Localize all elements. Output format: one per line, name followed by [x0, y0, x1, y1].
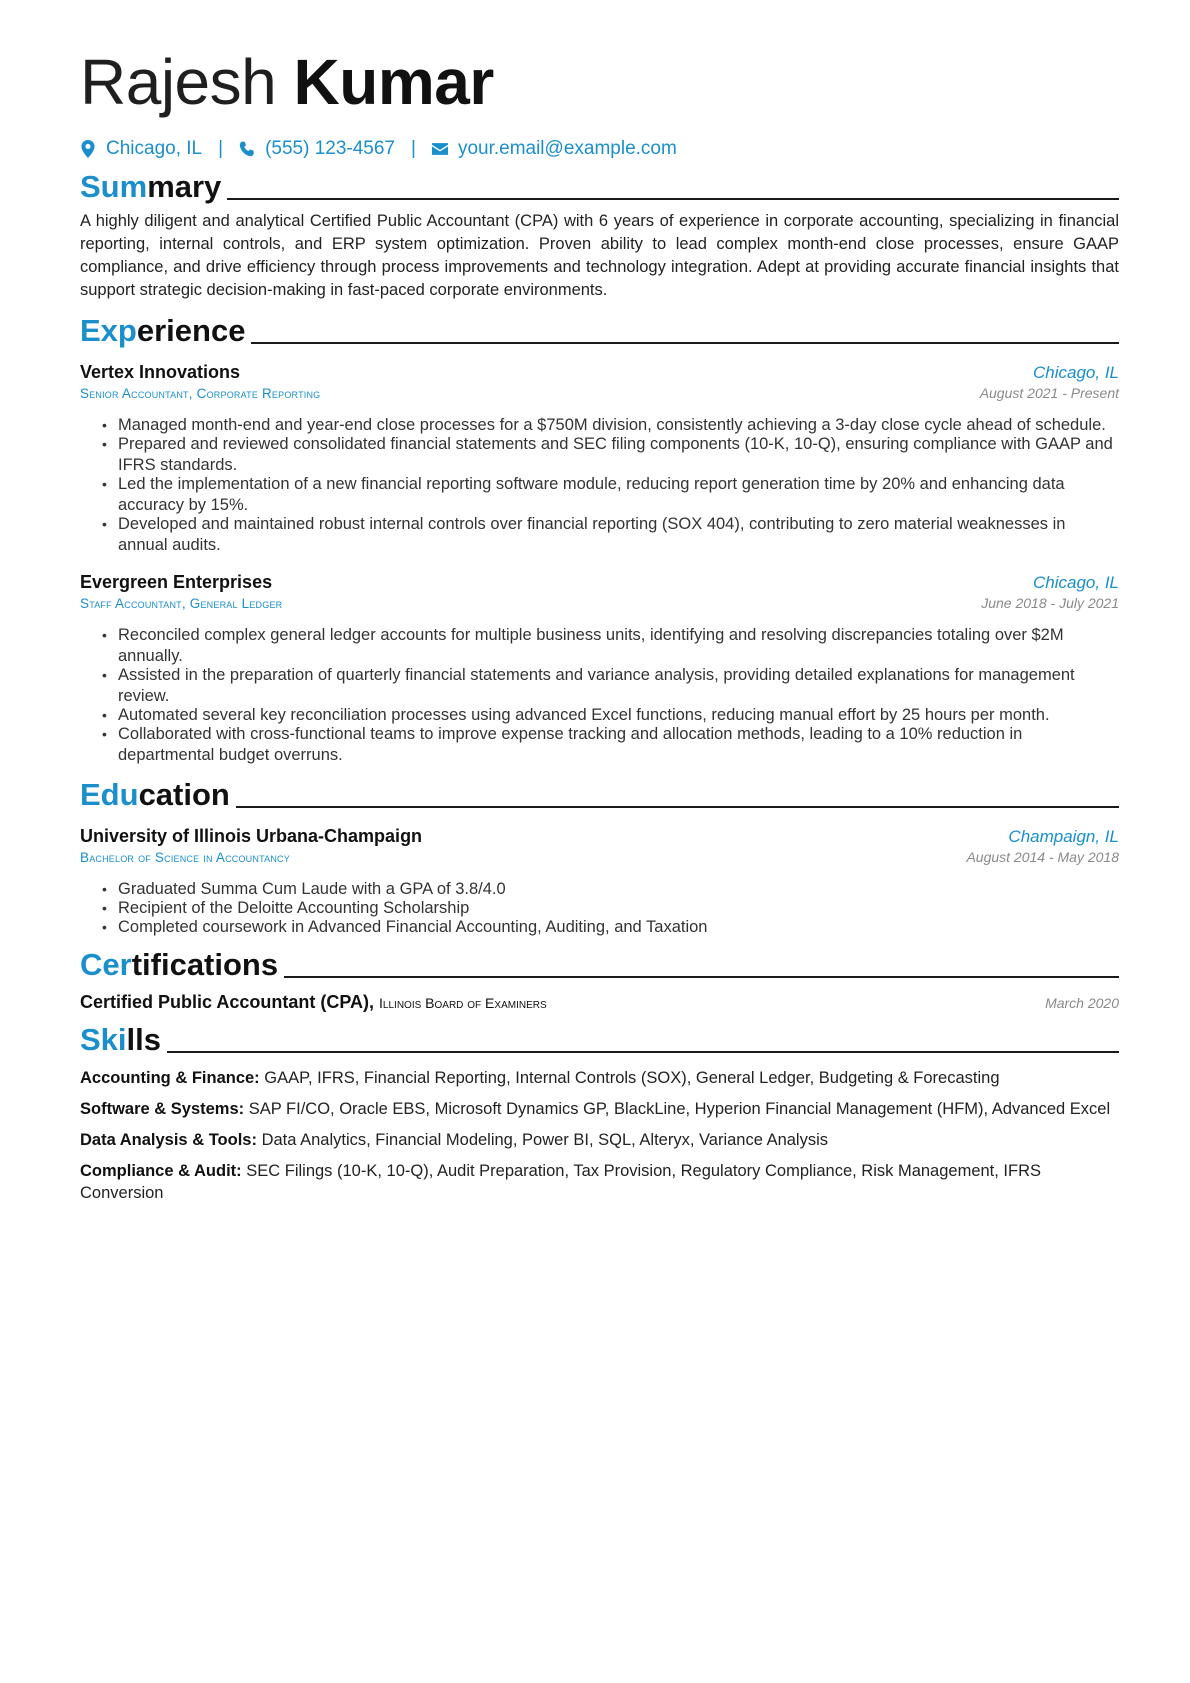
- list-item: • Recipient of the Deloitte Accounting Scholarship: [102, 898, 1119, 919]
- experience-heading: Experience: [80, 310, 1119, 348]
- list-item: • Assisted in the preparation of quarterly financial statements and variance analysis, providing detailed explanations for management review.: [102, 665, 1119, 707]
- school-location: Champaign, IL: [1008, 827, 1119, 846]
- section-rule: [236, 806, 1119, 808]
- job-bullets: [102, 625, 1119, 766]
- list-item: • Prepared and reviewed consolidated financial statements and SEC filing components (10-K, 10-Q), ensuring compliance with GAAP and IFRS standards.: [102, 434, 1119, 476]
- skill-value: Data Analytics, Financial Modeling, Power BI, SQL, Alteryx, Variance Analysis: [261, 1131, 829, 1149]
- education-heading: Education: [80, 774, 1119, 812]
- section-rule: [284, 976, 1119, 978]
- list-item: • Graduated Summa Cum Laude with a GPA of 3.8/4.0: [102, 879, 1119, 900]
- list-item: • Automated several key reconciliation processes using advanced Excel functions, reducing manual effort by 25 hours per month.: [102, 705, 1119, 726]
- certification-entry: Certified Public Accountant (CPA), Illinois Board of Examiners March 2020: [80, 992, 1119, 1012]
- section-rule: [167, 1051, 1119, 1053]
- certifications-heading: Certifications: [80, 944, 1119, 982]
- skill-label: Accounting & Finance:: [80, 1069, 260, 1087]
- experience-entry: [80, 362, 1119, 556]
- skill-row: [80, 1160, 1119, 1204]
- certification-date: March 2020: [1045, 995, 1119, 1011]
- certification-issuer: Illinois Board of Examiners: [379, 995, 547, 1011]
- contact-phone[interactable]: [239, 138, 395, 160]
- skill-row: [80, 1067, 1119, 1089]
- list-item: • Managed month-end and year-end close processes for a $750M division, consistently achieving a 3-day close cycle ahead of schedule.: [102, 415, 1119, 436]
- skill-value: SEC Filings (10-K, 10-Q), Audit Preparation, Tax Provision, Regulatory Compliance, Risk Management, IFRS Conversion: [80, 1162, 1042, 1202]
- education-entry: [80, 826, 1119, 938]
- education-bullets: [102, 879, 1119, 938]
- company-name: Vertex Innovations: [80, 362, 241, 382]
- job-title: Senior Accountant, Corporate Reporting: [80, 386, 321, 401]
- skill-row: [80, 1129, 1119, 1151]
- first-name: Rajesh: [80, 46, 277, 118]
- skill-value: GAAP, IFRS, Financial Reporting, Internal Controls (SOX), General Ledger, Budgeting & Forecasting: [264, 1069, 1000, 1087]
- summary-text: A highly diligent and analytical Certified Public Accountant (CPA) with 6 years of experience in corporate accounting, specializing in financial reporting, internal controls, and ERP system optimization. Proven ability to lead complex month-end close processes, ensure GAAP compliance, and drive efficiency through process improvements and technology integration. Adept at providing accurate financial insights that support strategic decision-making in fast-paced corporate environments.: [80, 212, 1119, 299]
- summary-heading: Summary: [80, 166, 1119, 204]
- contact-line: [80, 136, 1119, 162]
- contact-location: [80, 138, 202, 160]
- certification-name: Certified Public Accountant (CPA): [80, 992, 370, 1012]
- phone-text: (555) 123-4567: [265, 138, 395, 159]
- list-item: • Developed and maintained robust internal controls over financial reporting (SOX 404), contributing to zero material weaknesses in annual audits.: [102, 514, 1119, 556]
- list-item: • Reconciled complex general ledger accounts for multiple business units, identifying and resolving discrepancies totaling over $2M annually.: [102, 625, 1119, 667]
- education-dates: August 2014 - May 2018: [966, 849, 1119, 865]
- section-rule: [227, 198, 1119, 200]
- list-item: • Led the implementation of a new financial reporting software module, reducing report generation time by 20% and enhancing data accuracy by 15%.: [102, 474, 1119, 516]
- job-bullets: [102, 415, 1119, 556]
- job-location: Chicago, IL: [1033, 573, 1119, 592]
- contact-separator: |: [218, 138, 224, 159]
- location-text: Chicago, IL: [106, 138, 203, 159]
- skill-value: SAP FI/CO, Oracle EBS, Microsoft Dynamics GP, BlackLine, Hyperion Financial Management (HFM), Advanced Excel: [248, 1100, 1111, 1118]
- resume-page: [80, 44, 1119, 1213]
- contact-email[interactable]: [432, 138, 677, 160]
- skills-heading: Skills: [80, 1019, 1119, 1057]
- skill-label: Data Analysis & Tools:: [80, 1131, 257, 1149]
- company-name: Evergreen Enterprises: [80, 572, 273, 592]
- envelope-icon: [432, 140, 448, 158]
- job-title: Staff Accountant, General Ledger: [80, 596, 283, 611]
- map-marker-icon: [80, 140, 96, 158]
- degree: Bachelor of Science in Accountancy: [80, 850, 290, 865]
- phone-icon: [239, 140, 255, 158]
- school-name: University of Illinois Urbana-Champaign: [80, 826, 423, 846]
- skill-row: [80, 1098, 1119, 1120]
- experience-entry: [80, 572, 1119, 766]
- job-dates: August 2021 - Present: [979, 385, 1119, 401]
- job-dates: June 2018 - July 2021: [981, 595, 1119, 611]
- list-item: • Completed coursework in Advanced Financial Accounting, Auditing, and Taxation: [102, 917, 1119, 938]
- section-rule: [251, 342, 1119, 344]
- email-text: your.email@example.com: [457, 138, 677, 159]
- contact-separator: |: [411, 138, 416, 159]
- candidate-name: [80, 44, 1119, 120]
- skill-label: Compliance & Audit:: [80, 1162, 242, 1180]
- list-item: • Collaborated with cross-functional teams to improve expense tracking and allocation methods, leading to a 10% reduction in departmental budget overruns.: [102, 724, 1119, 766]
- skills-list: [80, 1067, 1119, 1204]
- skill-label: Software & Systems:: [80, 1100, 245, 1118]
- job-location: Chicago, IL: [1033, 363, 1119, 382]
- last-name: Kumar: [293, 46, 494, 118]
